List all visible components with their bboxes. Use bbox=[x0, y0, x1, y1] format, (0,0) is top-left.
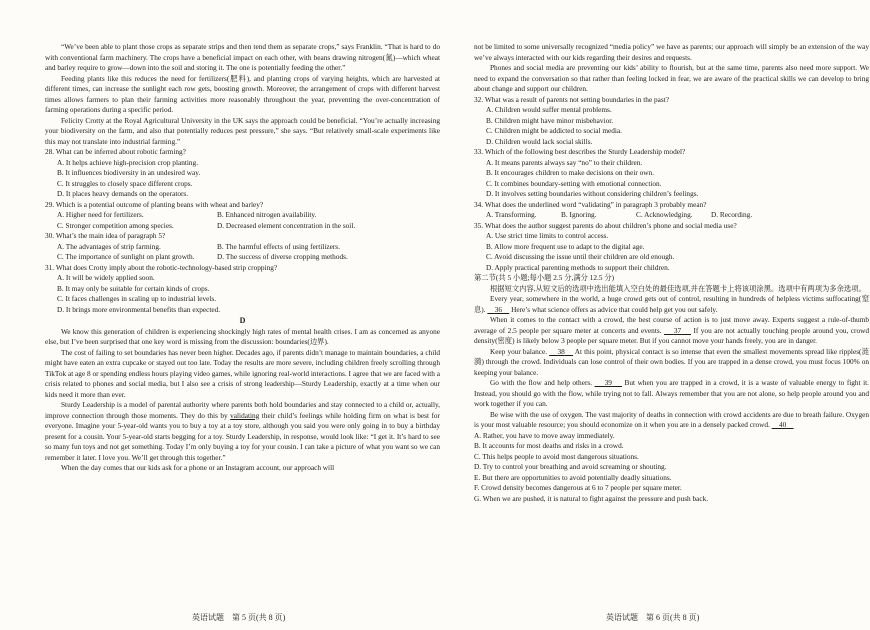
option-row bbox=[45, 210, 440, 221]
text-run: Sturdy Leadership is a model of parental authority where parents both hold boundaries and stay connected to a child or, actually, improve connection through those moments. They do this by bbox=[45, 400, 440, 420]
blank-number: 37 bbox=[673, 325, 682, 335]
option: C. Children might be addicted to social media. bbox=[486, 126, 622, 135]
option: C. Avoid discussing the issue until their children are old enough. bbox=[486, 252, 675, 261]
choice: C. This helps people to avoid most dangerous situations. bbox=[474, 451, 639, 461]
paragraph bbox=[474, 378, 869, 410]
paragraph: “We’ve been able to plant those crops as separate strips and then tend them as separate crops,” says Franklin. “That is hard to do with conventional farm machinery. The crops have a beneficial impact on each other, with beans drawing nitrogen(氮)—which wheat and barley require to grow—down into the soil and storing it. The one is potentially feeding the other.” bbox=[45, 42, 440, 72]
option: D. The success of diverse cropping methods. bbox=[217, 252, 348, 261]
question-32: 32. What was a result of parents not setting boundaries in the past? bbox=[474, 94, 670, 104]
choice: F. Crowd density becomes dangerous at 6 to 7 people per square meter. bbox=[474, 483, 682, 492]
option: B. It may only be suitable for certain kinds of crops. bbox=[57, 283, 210, 293]
option: A. Higher need for fertilizers. bbox=[57, 210, 144, 219]
paragraph: Feeding plants like this reduces the need for fertilizers(肥料), and planting crops of varying heights, which are harvested at different times, can increase the sunlight each row gets, boosting growth. Moreover, the arrangement of crops with different harvest times allows farmers to plan their farming activities more reasonably throughout the year, preventing the over-concentration of farming operations during a specific period. bbox=[45, 73, 440, 114]
option: D. It brings more environmental benefits than expected. bbox=[57, 304, 221, 314]
question-29: 29. Which is a potential outcome of planting beans with wheat and barley? bbox=[45, 199, 264, 209]
question-31: 31. What does Crotty imply about the robotic-technology-based strip cropping? bbox=[45, 262, 278, 272]
paragraph bbox=[45, 400, 440, 463]
right-page-column bbox=[474, 42, 869, 504]
option: A. Transforming. bbox=[486, 210, 537, 219]
left-page-column bbox=[45, 42, 440, 474]
text-run: Here’s what science offers as advice that could help get you out safely. bbox=[509, 304, 718, 314]
option: B. Enhanced nitrogen availability. bbox=[217, 210, 317, 219]
blank-40 bbox=[772, 420, 794, 429]
option: B. The harmful effects of using fertilizers. bbox=[217, 241, 340, 251]
text-run: But when you are trapped in a crowd, it is a waste of valuable energy to fight it. Instead, you should go with the flow, while trying not to fall. Always remember that you are not alone, so help people around you and work together if you can. bbox=[474, 378, 870, 408]
question-33: 33. Which of the following best describes the Sturdy Leadership model? bbox=[474, 147, 686, 156]
choice: G. When we are pushed, it is natural to fight against the pressure and push back. bbox=[474, 493, 709, 503]
paragraph: Felicity Crotty at the Royal Agricultural University in the UK says the approach could be beneficial. “You’re actually increasing your biodiversity on the farm, and also that potentially reduces pest pressure,” she says. “But relatively small-scale experiments like this may not translate into industrial farming.” bbox=[45, 115, 440, 146]
blank-37 bbox=[664, 326, 691, 335]
paragraph bbox=[474, 315, 869, 347]
option-row bbox=[474, 210, 869, 221]
part-two-title: 第二节(共 5 小题;每小题 2.5 分,满分 12.5 分) bbox=[474, 273, 615, 282]
option: D. Decreased element concentration in the soil. bbox=[217, 220, 356, 230]
text-run: Go with the flow and help others. bbox=[490, 378, 595, 387]
text-run: When it comes to the contact with a crowd, the best course of action is to just move away. Experts suggest a rule-of-thumb average of 2.5 people per square meter at concerts and events. bbox=[474, 315, 869, 335]
option: C. It faces challenges in scaling up to industrial levels. bbox=[57, 294, 217, 303]
option-row bbox=[45, 252, 440, 263]
option: B. It influences biodiversity in an undesired way. bbox=[57, 168, 201, 177]
question-28: 28. What can be inferred about robotic farming? bbox=[45, 147, 186, 156]
option: A. It will be widely applied soon. bbox=[57, 273, 155, 282]
paragraph bbox=[474, 347, 869, 379]
text-run: Every year, somewhere in the world, a huge crowd gets out of control, resulting in hundreds of helpless victims suffocating(窒息). bbox=[474, 294, 869, 314]
option: C. Acknowledging. bbox=[636, 210, 693, 219]
option: D. Apply practical parenting methods to support their children. bbox=[486, 262, 670, 272]
question-30: 30. What’s the main idea of paragraph 5? bbox=[45, 231, 166, 240]
choice: D. Try to control your breathing and avoid screaming or shouting. bbox=[474, 462, 667, 471]
question-35: 35. What does the author suggest parents do about children’s phone and social media use? bbox=[474, 220, 737, 230]
option: B. Children might have minor misbehavior. bbox=[486, 115, 614, 125]
paragraph: The cost of failing to set boundaries has never been higher. Decades ago, if parents didn’t manage to maintain boundaries, a child might have eaten an extra cupcake or stayed out too late. Today the results are more severe, including children freely scrolling through TikTok at age 8 or spending endless hours playing video games, while ignoring real-world interactions. I agree that we are faced with a crisis related to phones and social media, but I also see a crisis of strong leadership—Sturdy Leadership, exactly at a time when our kids need it more than ever. bbox=[45, 347, 440, 399]
paragraph: When the day comes that our kids ask for a phone or an Instagram account, our approach will bbox=[61, 463, 335, 472]
option: B. Allow more frequent use to adapt to the digital age. bbox=[486, 241, 645, 251]
option: B. It encourages children to make decisions on their own. bbox=[486, 168, 654, 177]
option: C. The importance of sunlight on plant growth. bbox=[57, 252, 195, 261]
paragraph bbox=[474, 294, 869, 315]
option: C. Stronger competition among species. bbox=[57, 220, 174, 230]
option: A. Children would suffer mental problems. bbox=[486, 105, 612, 114]
blank-39 bbox=[595, 378, 622, 387]
blank-number: 40 bbox=[778, 420, 787, 429]
blank-number: 38 bbox=[557, 346, 565, 356]
option: B. Ignoring. bbox=[561, 210, 597, 219]
option: A. It helps achieve high-precision crop planting. bbox=[57, 157, 199, 167]
option: A. It means parents always say “no” to their children. bbox=[486, 157, 643, 167]
paragraph: We know this generation of children is experiencing shockingly high rates of mental health crises. I am as concerned as anyone else, but I’ve been surprised that one key word is missing from the discussion: boundaries(边界). bbox=[45, 326, 440, 346]
option: C. It combines boundary-setting with emotional connection. bbox=[486, 178, 662, 188]
text-run: If you are not actually touching people around you, crowd density(密度) is likely below 3 people per square meter. But if you cannot move your hands freely, you are in danger. bbox=[474, 325, 870, 345]
section-heading: D bbox=[239, 316, 246, 325]
part-two-instructions: 根据短文内容,从短文后的选项中选出能填入空白处的最佳选项,并在答题卡上将该项涂黑。选项中有两项为多余选项。 bbox=[490, 283, 866, 293]
choice: E. But there are opportunities to avoid potentially deadly situations. bbox=[474, 472, 672, 482]
text-run: At this point, physical contact is so intense that even the smallest movements spread like ripples(涟漪) through the crowd. Individuals can lose control of their own bodies. If you are trapped in a dense crowd, you must focus 100% on keeping your balance. bbox=[474, 346, 870, 377]
option: D. Children would lack social skills. bbox=[486, 136, 593, 146]
blank-36 bbox=[487, 305, 509, 314]
choice: B. It accounts for most deaths and risks in a crowd. bbox=[474, 441, 624, 450]
text-run: their child’s feelings while holding firm on what is best for everyone. Imagine your 5-year-old wants you to buy a toy at a toy store, although you said you were only going in to buy a birthday present for a cousin. Your 5-year-old starts begging for a toy. Sturdy Leadership, in response, would look like: “I get it. It’s hard to see so many fun toys and not get something. Today I’m only buying a toy for your cousin. I can take a picture of what you want so we can remember it later. I love you. We’ll get through this together.” bbox=[45, 410, 440, 462]
option-row bbox=[45, 242, 440, 253]
blank-38 bbox=[549, 347, 573, 356]
paragraph bbox=[474, 410, 869, 431]
paragraph: not be limited to some universally recognized “media policy” we have as parents; our approach will simply be an extension of the way we’ve always interacted with our kids regarding their desires and requests. bbox=[474, 42, 869, 62]
option: D. It involves setting boundaries without considering children’s feelings. bbox=[486, 189, 699, 198]
underlined-word: validating bbox=[230, 410, 260, 420]
blank-number: 36 bbox=[494, 304, 502, 314]
option: D. Recording. bbox=[711, 210, 753, 219]
text-run: Keep your balance. bbox=[490, 346, 550, 356]
page-footer-left: 英语试题 第 5 页(共 8 页) bbox=[192, 613, 286, 622]
blank-number: 39 bbox=[604, 378, 612, 387]
paragraph: Phones and social media are preventing our kids’ ability to flourish, but at the same time, parents also need more support. We need to expand the conversation so that rather than feeling locked in fear, we are aware of the practical skills we can develop to bring about change and support our children. bbox=[474, 63, 869, 93]
option: C. It struggles to closely space different crops. bbox=[57, 178, 193, 188]
question-34: 34. What does the underlined word “validating” in paragraph 3 probably mean? bbox=[474, 199, 707, 209]
page-footer-right: 英语试题 第 6 页(共 8 页) bbox=[606, 613, 700, 622]
option: D. It places heavy demands on the operators. bbox=[57, 189, 189, 198]
text-run: Be wise with the use of oxygen. The vast majority of deaths in connection with crowd accidents are due to breath failure. Oxygen is your most valuable resource; you should economize on it when you are in a densely packed crowd. bbox=[474, 409, 869, 429]
option: A. The advantages of strip farming. bbox=[57, 241, 161, 251]
choice: A. Rather, you have to move away immediately. bbox=[474, 430, 615, 440]
option-row bbox=[45, 221, 440, 232]
option: A. Use strict time limits to control access. bbox=[486, 231, 609, 240]
